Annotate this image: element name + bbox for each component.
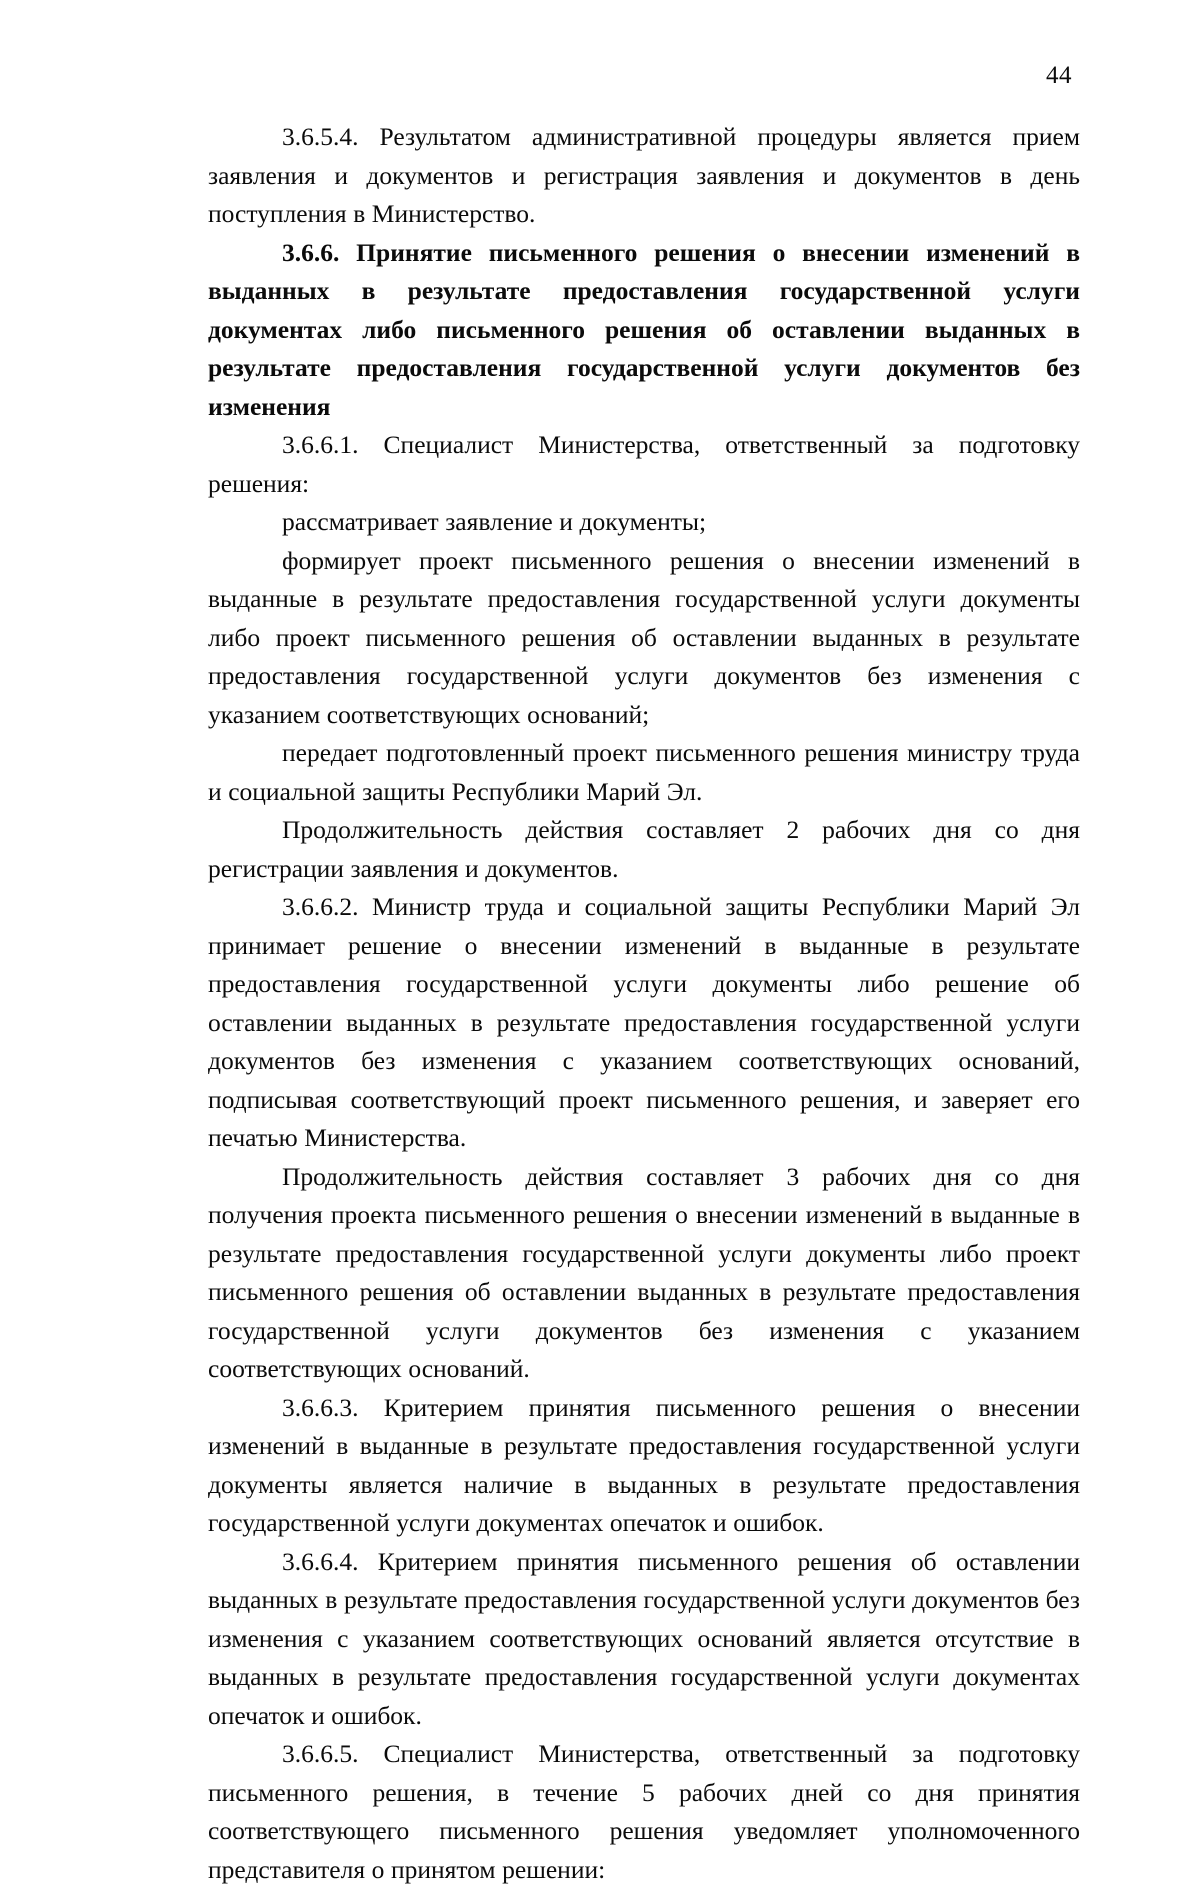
paragraph-3-6-6-5: 3.6.6.5. Специалист Министерства, ответственный за подготовку письменного решения, в течение 5 рабочих дней со дня принятия соответствующего письменного решения уведомляет уполномоченного представителя о принятом решении: [208, 1739, 1080, 1884]
paragraph-3-6-5-4: 3.6.5.4. Результатом административной процедуры является прием заявления и документов и регистрация заявления и документов в день поступления в Министерство. [208, 122, 1080, 228]
paragraph-3-6-6-2: 3.6.6.2. Министр труда и социальной защиты Республики Марий Эл принимает решение о внесении изменений в выданные в результате предоставления государственной услуги документы либо решение об оставлении выданных в результате предоставления государственной услуги документов без изменения с указанием соответствующих оснований, подписывая соответствующий проект письменного решения, и заверяет его печатью Министерства. [208, 892, 1080, 1152]
heading-3-6-6: 3.6.6. Принятие письменного решения о внесении изменений в выданных в результате предоставления государственной услуги документах либо письменного решения об оставлении выданных в результате предоставления государственной услуги документов без изменения [208, 237, 1080, 421]
paragraph-duration-2-days: Продолжительность действия составляет 2 рабочих дня со дня регистрации заявления и документов. [208, 815, 1080, 883]
paragraph-duration-3-days: Продолжительность действия составляет 3 рабочих дня со дня получения проекта письменного решения о внесении изменений в выданные в результате предоставления государственной услуги документы либо проект письменного решения об оставлении выданных в результате предоставления государственной услуги документов без изменения с указанием соответствующих оснований. [208, 1161, 1080, 1383]
paragraph-list-item-draft: формирует проект письменного решения о внесении изменений в выданные в результате предоставления государственной услуги документы либо проект письменного решения об оставлении выданных в результате предоставления государственной услуги документов без изменения с указанием соответствующих оснований; [208, 545, 1080, 729]
paragraph-3-6-6-4: 3.6.6.4. Критерием принятия письменного решения об оставлении выданных в результате предоставления государственной услуги документов без изменения с указанием соответствующих оснований является отсутствие в выданных в результате предоставления государственной услуги документах опечаток и ошибок. [208, 1546, 1080, 1730]
paragraph-list-item-transfer: передает подготовленный проект письменного решения министру труда и социальной защиты Республики Марий Эл. [208, 738, 1080, 806]
paragraph-list-item-review: рассматривает заявление и документы; [282, 507, 707, 536]
paragraph-3-6-6-1: 3.6.6.1. Специалист Министерства, ответственный за подготовку решения: [208, 430, 1080, 498]
page-number: 44 [1046, 62, 1072, 89]
document-body [208, 118, 1080, 1889]
paragraph-3-6-6-3: 3.6.6.3. Критерием принятия письменного решения о внесении изменений в выданные в результате предоставления государственной услуги документы является наличие в выданных в результате предоставления государственной услуги документах опечаток и ошибок. [208, 1392, 1080, 1537]
